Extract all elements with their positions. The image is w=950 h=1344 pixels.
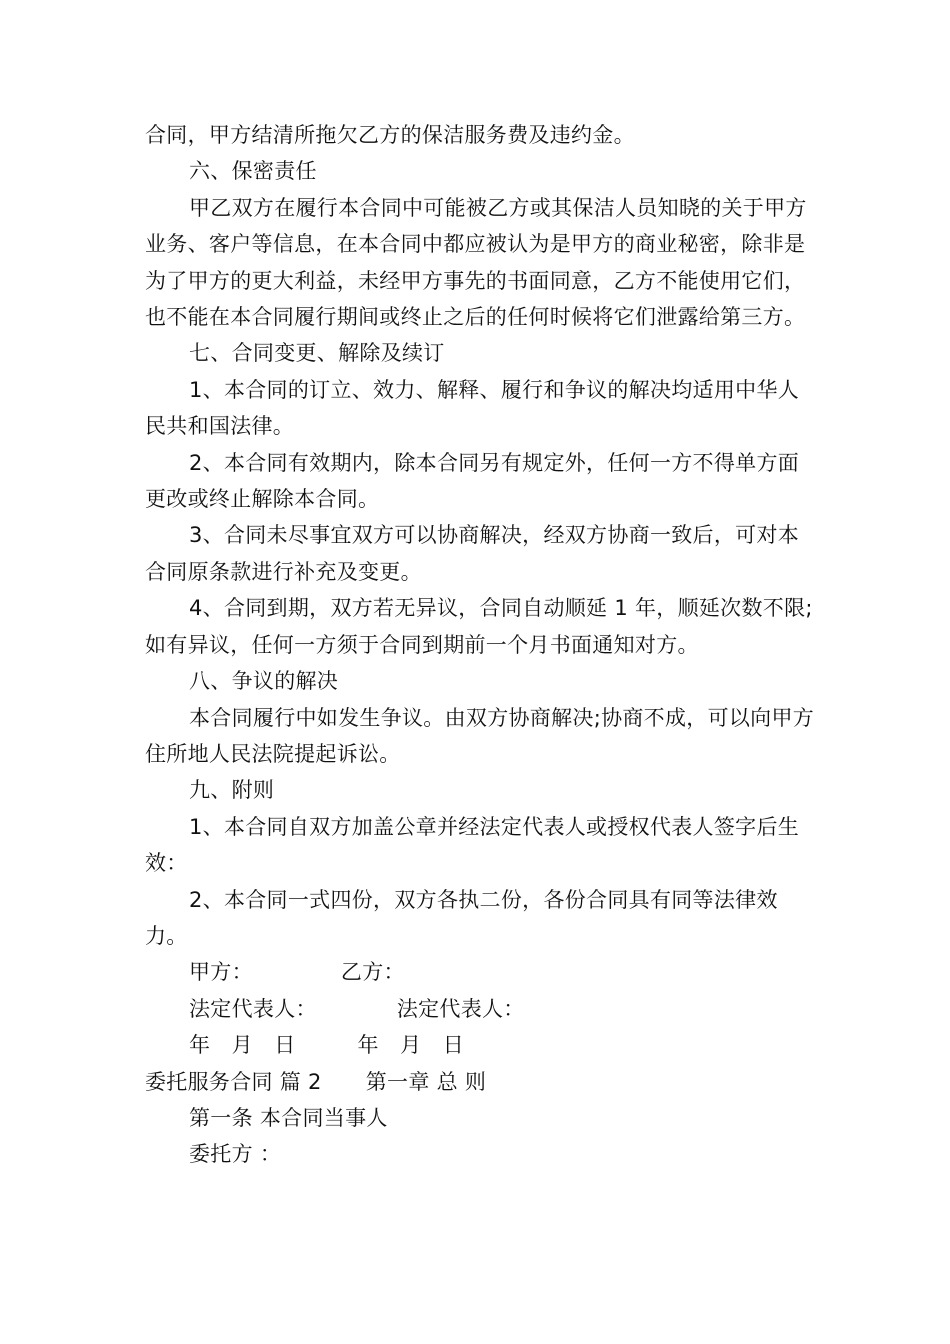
signature-date-row (145, 1027, 815, 1063)
date-a-label: 年 月 日 (189, 1033, 296, 1058)
paragraph-confidentiality: 甲乙双方在履行本合同中可能被乙方或其保洁人员知晓的关于甲方业务、客户等信息，在本合同中都应被认为是甲方的商业秘密，除非是为了甲方的更大利益，未经甲方事先的书面同意，乙方不能使用它们，也不能在本合同履行期间或终止之后的任何时候将它们泄露给第三方。 (145, 195, 807, 330)
paragraph-continuation: 合同，甲方结清所拖欠乙方的保洁服务费及违约金。 (145, 123, 635, 147)
signature-rep-row (145, 991, 815, 1027)
signature-party-row (145, 954, 815, 990)
section-heading-dispute: 八、争议的解决 (189, 669, 339, 694)
clause-9-2: 2、本合同一式四份，双方各执二份，各份合同具有同等法律效力。 (145, 887, 778, 948)
section-heading-confidentiality: 六、保密责任 (189, 159, 317, 184)
rep-b-label: 法定代表人： (396, 996, 525, 1021)
clause-7-2: 2、本合同有效期内，除本合同另有规定外，任何一方不得单方面更改或终止解除本合同。 (145, 450, 800, 512)
rep-a-label: 法定代表人： (189, 996, 317, 1021)
client-label: 委托方 ： (189, 1142, 282, 1167)
chapter-heading: 第一章 总 则 (365, 1069, 487, 1094)
section-heading-change: 七、合同变更、解除及续订 (189, 341, 445, 366)
date-b-label: 年 月 日 (357, 1033, 464, 1058)
clause-7-1: 1、本合同的订立、效力、解释、履行和争议的解决均适用中华人民共和国法律。 (145, 377, 800, 439)
clause-7-3: 3、合同未尽事宜双方可以协商解决，经双方协商一致后，可对本合同原条款进行补充及变更。 (145, 523, 800, 584)
clause-7-4: 4、合同到期，双方若无异议，合同自动顺延 1 年，顺延次数不限;如有异议，任何一方须于合同到期前一个月书面通知对方。 (145, 596, 813, 657)
party-a-label: 甲方： (189, 960, 253, 985)
party-b-label: 乙方： (340, 960, 405, 985)
article-1-heading: 第一条 本合同当事人 (189, 1105, 388, 1130)
contract-body (145, 117, 815, 1173)
clause-9-1: 1、本合同自双方加盖公章并经法定代表人或授权代表人签字后生效： (145, 814, 800, 876)
paragraph-dispute: 本合同履行中如发生争议。由双方协商解决;协商不成，可以向甲方住所地人民法院提起诉讼。 (145, 705, 815, 766)
section-heading-appendix: 九、附则 (189, 778, 275, 803)
section2-heading-row (145, 1064, 815, 1100)
contract-title-2: 委托服务合同 篇 2 (145, 1069, 322, 1094)
